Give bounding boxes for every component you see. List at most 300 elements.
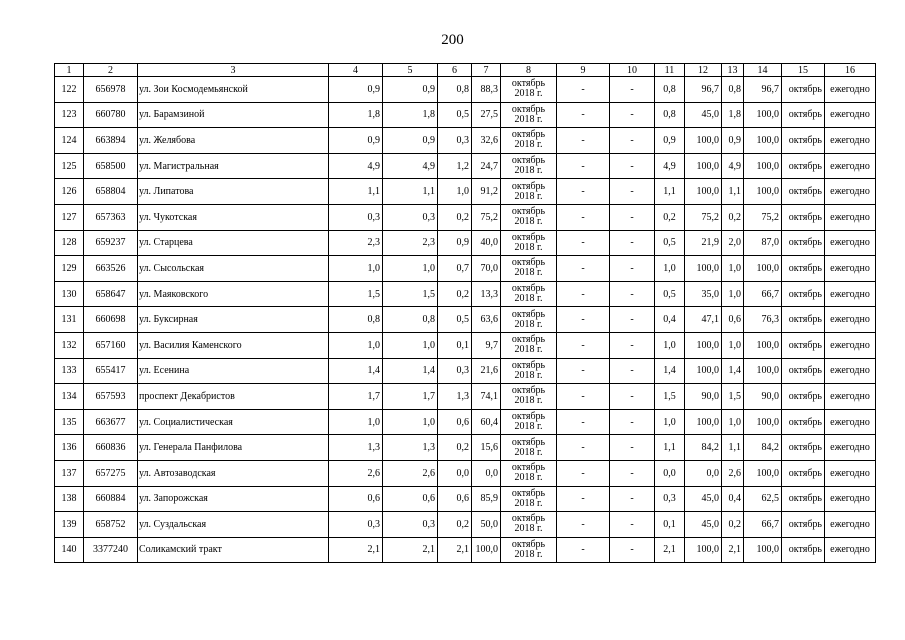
term-month: октябрь (511, 513, 546, 525)
table-cell: ежегодно (825, 332, 876, 358)
column-header: 1 (55, 64, 84, 77)
table-cell: 90,0 (744, 384, 782, 410)
table-row (55, 281, 876, 307)
table-cell: 0,9 (329, 77, 383, 103)
table-cell: 657593 (84, 384, 138, 410)
table-cell: 63,6 (472, 307, 501, 333)
table-cell: - (610, 512, 655, 538)
column-header: 12 (685, 64, 722, 77)
table-cell: октябрь (782, 102, 825, 128)
table-cell: 45,0 (685, 486, 722, 512)
table-cell (501, 281, 557, 307)
table-cell: октябрь (782, 486, 825, 512)
table-cell: 100,0 (744, 256, 782, 282)
table-cell: 84,2 (744, 435, 782, 461)
table-cell: 0,6 (329, 486, 383, 512)
term-year: 2018 г. (514, 165, 543, 177)
term-month: октябрь (511, 359, 546, 371)
table-cell: 1,3 (329, 435, 383, 461)
table-cell: 21,6 (472, 358, 501, 384)
table-cell: ежегодно (825, 153, 876, 179)
table-cell: 0,7 (438, 256, 472, 282)
column-header: 14 (744, 64, 782, 77)
table-cell: ежегодно (825, 230, 876, 256)
table-row (55, 358, 876, 384)
table-cell: 0,9 (655, 128, 685, 154)
table-cell: ул. Старцева (138, 230, 329, 256)
table-cell: 656978 (84, 77, 138, 103)
table-cell: ул. Барамзиной (138, 102, 329, 128)
table-cell: октябрь (782, 128, 825, 154)
table-cell: 0,5 (438, 102, 472, 128)
table-cell: 85,9 (472, 486, 501, 512)
table-cell: 100,0 (685, 179, 722, 205)
table-cell: 137 (55, 460, 84, 486)
table-cell: 0,6 (438, 409, 472, 435)
table-cell: 0,2 (722, 204, 744, 230)
table-cell: ул. Генерала Панфилова (138, 435, 329, 461)
table-cell: 658647 (84, 281, 138, 307)
table-cell: октябрь (782, 384, 825, 410)
table-cell: октябрь (782, 409, 825, 435)
table-cell: 40,0 (472, 230, 501, 256)
term-month: октябрь (511, 283, 546, 295)
table-cell: 24,7 (472, 153, 501, 179)
table-cell: 0,5 (655, 281, 685, 307)
table-row (55, 409, 876, 435)
table-cell: 0,9 (438, 230, 472, 256)
table-cell: 657363 (84, 204, 138, 230)
table-cell: 2,1 (438, 537, 472, 563)
table-cell (501, 486, 557, 512)
table-cell: ул. Социалистическая (138, 409, 329, 435)
table-cell: 1,1 (655, 435, 685, 461)
table-cell: 21,9 (685, 230, 722, 256)
table-cell: 2,0 (722, 230, 744, 256)
table-cell: 100,0 (744, 332, 782, 358)
table-cell: 0,3 (329, 204, 383, 230)
term-month: октябрь (511, 231, 546, 243)
table-cell: 658500 (84, 153, 138, 179)
term-year: 2018 г. (514, 344, 543, 356)
table-cell: 663677 (84, 409, 138, 435)
table-cell: 124 (55, 128, 84, 154)
table-cell: 0,6 (438, 486, 472, 512)
table-cell: 45,0 (685, 512, 722, 538)
table-cell: ежегодно (825, 409, 876, 435)
term-year: 2018 г. (514, 318, 543, 330)
table-cell: ул. Чукотская (138, 204, 329, 230)
table-cell: ул. Желябова (138, 128, 329, 154)
table-cell: 0,2 (655, 204, 685, 230)
table-cell: 4,9 (383, 153, 438, 179)
table-cell: ул. Зои Космодемьянской (138, 77, 329, 103)
term-year: 2018 г. (514, 369, 543, 381)
table-cell: 50,0 (472, 512, 501, 538)
table-cell: 70,0 (472, 256, 501, 282)
table-cell: 0,3 (438, 358, 472, 384)
table-cell: 1,3 (438, 384, 472, 410)
table-cell: 1,1 (329, 179, 383, 205)
table-cell: 126 (55, 179, 84, 205)
table-cell: 100,0 (685, 358, 722, 384)
table-row (55, 460, 876, 486)
table-cell: октябрь (782, 256, 825, 282)
table-cell: 660836 (84, 435, 138, 461)
table-cell: 139 (55, 512, 84, 538)
table-cell: ул. Запорожская (138, 486, 329, 512)
term-year: 2018 г. (514, 241, 543, 253)
table-cell: 1,8 (329, 102, 383, 128)
table-cell: ул. Есенина (138, 358, 329, 384)
table-cell: - (610, 537, 655, 563)
table-header (55, 64, 876, 77)
table-cell: 0,3 (329, 512, 383, 538)
table-cell: 1,0 (383, 256, 438, 282)
column-header: 7 (472, 64, 501, 77)
column-header: 2 (84, 64, 138, 77)
table-cell: - (557, 460, 610, 486)
table-cell (501, 332, 557, 358)
column-header: 11 (655, 64, 685, 77)
table-cell: 2,1 (329, 537, 383, 563)
table-cell: ежегодно (825, 384, 876, 410)
table-cell: 1,5 (655, 384, 685, 410)
table-cell: 1,0 (329, 332, 383, 358)
page-number: 200 (441, 32, 464, 48)
table-cell: ул. Сысольская (138, 256, 329, 282)
table-cell: 32,6 (472, 128, 501, 154)
table-cell: 75,2 (744, 204, 782, 230)
table-cell: 60,4 (472, 409, 501, 435)
table-cell (501, 358, 557, 384)
table-cell: 663526 (84, 256, 138, 282)
table-cell: 659237 (84, 230, 138, 256)
table-cell: октябрь (782, 537, 825, 563)
table-cell: октябрь (782, 204, 825, 230)
column-header: 4 (329, 64, 383, 77)
table-row (55, 77, 876, 103)
term-month: октябрь (511, 308, 546, 320)
table-cell: 127 (55, 204, 84, 230)
table-cell (501, 512, 557, 538)
table-row (55, 102, 876, 128)
table-cell: 1,0 (655, 409, 685, 435)
table-cell: 2,6 (722, 460, 744, 486)
table-cell (501, 179, 557, 205)
table-cell: 134 (55, 384, 84, 410)
table-cell: октябрь (782, 332, 825, 358)
table-cell: октябрь (782, 435, 825, 461)
table-cell: - (610, 153, 655, 179)
table-cell: 657160 (84, 332, 138, 358)
table-cell: - (610, 128, 655, 154)
table-cell: 0,2 (438, 281, 472, 307)
table-cell (501, 409, 557, 435)
table-cell: - (557, 486, 610, 512)
table-cell: 123 (55, 102, 84, 128)
table-cell: - (557, 230, 610, 256)
table-cell: 1,0 (329, 409, 383, 435)
table-cell: 1,3 (383, 435, 438, 461)
term-month: октябрь (511, 334, 546, 346)
table-cell: 2,3 (329, 230, 383, 256)
table-cell: - (610, 102, 655, 128)
table-cell: ул. Василия Каменского (138, 332, 329, 358)
table-cell: 2,6 (383, 460, 438, 486)
table-cell: 0,2 (438, 204, 472, 230)
table-cell: 2,3 (383, 230, 438, 256)
term-month: октябрь (511, 206, 546, 218)
table-cell: 1,0 (655, 332, 685, 358)
table-cell: 0,9 (329, 128, 383, 154)
table-cell: 1,5 (329, 281, 383, 307)
table-row (55, 153, 876, 179)
table-cell: - (610, 332, 655, 358)
term-month: октябрь (511, 155, 546, 167)
table-cell: 0,0 (685, 460, 722, 486)
term-year: 2018 г. (514, 190, 543, 202)
table-cell: октябрь (782, 179, 825, 205)
table-cell: - (557, 435, 610, 461)
table-cell: 1,7 (329, 384, 383, 410)
table-cell: 27,5 (472, 102, 501, 128)
table-cell: 663894 (84, 128, 138, 154)
table-cell (501, 128, 557, 154)
term-month: октябрь (511, 487, 546, 499)
table-cell: 660884 (84, 486, 138, 512)
table-cell (501, 307, 557, 333)
table-cell: 66,7 (744, 512, 782, 538)
table-cell: - (557, 256, 610, 282)
table-row (55, 204, 876, 230)
term-month: октябрь (511, 385, 546, 397)
table-cell: - (557, 77, 610, 103)
table-cell: 1,7 (383, 384, 438, 410)
term-year: 2018 г. (514, 139, 543, 151)
table-cell: 125 (55, 153, 84, 179)
table-cell: 1,8 (722, 102, 744, 128)
table-cell: - (610, 204, 655, 230)
table-cell: 1,1 (722, 435, 744, 461)
table-cell: 1,4 (383, 358, 438, 384)
table-row (55, 512, 876, 538)
table-cell: - (610, 307, 655, 333)
table-cell: 122 (55, 77, 84, 103)
table-cell: 2,6 (329, 460, 383, 486)
table-cell: ул. Маяковского (138, 281, 329, 307)
table-cell: 100,0 (744, 537, 782, 563)
table-cell: 136 (55, 435, 84, 461)
column-header: 3 (138, 64, 329, 77)
table-cell: 1,8 (383, 102, 438, 128)
table-cell: - (557, 153, 610, 179)
table-cell: 0,8 (722, 77, 744, 103)
table-cell: 0,8 (383, 307, 438, 333)
table-cell: октябрь (782, 512, 825, 538)
table-cell: 135 (55, 409, 84, 435)
table-cell: 66,7 (744, 281, 782, 307)
term-month: октябрь (511, 103, 546, 115)
table-cell: - (557, 384, 610, 410)
table-cell: 9,7 (472, 332, 501, 358)
table-cell: 47,1 (685, 307, 722, 333)
table-cell: ежегодно (825, 77, 876, 103)
table-cell: октябрь (782, 281, 825, 307)
table-cell: 96,7 (744, 77, 782, 103)
table-cell: октябрь (782, 230, 825, 256)
table-cell: октябрь (782, 358, 825, 384)
table-row (55, 537, 876, 563)
table-row (55, 486, 876, 512)
table-cell: - (610, 179, 655, 205)
table-cell: ул. Автозаводская (138, 460, 329, 486)
table-cell: ежегодно (825, 435, 876, 461)
table-cell: 0,5 (655, 230, 685, 256)
table-cell: 0,2 (438, 435, 472, 461)
table-cell: 2,1 (383, 537, 438, 563)
table-cell: 0,3 (383, 204, 438, 230)
table-cell: - (557, 512, 610, 538)
table-row (55, 256, 876, 282)
table-cell: 660698 (84, 307, 138, 333)
table-cell (501, 230, 557, 256)
table-cell: 1,0 (383, 409, 438, 435)
table-cell: 1,1 (722, 179, 744, 205)
column-header: 9 (557, 64, 610, 77)
table-row (55, 179, 876, 205)
table-cell: 100,0 (744, 409, 782, 435)
table-cell: 128 (55, 230, 84, 256)
table-cell: ежегодно (825, 307, 876, 333)
table-cell: октябрь (782, 77, 825, 103)
term-month: октябрь (511, 462, 546, 474)
table-cell: - (610, 230, 655, 256)
table-cell: 100,0 (472, 537, 501, 563)
table-cell: 100,0 (685, 256, 722, 282)
table-cell: ежегодно (825, 281, 876, 307)
table-cell: 4,9 (329, 153, 383, 179)
table-cell: 100,0 (744, 179, 782, 205)
table-cell: 0,9 (383, 77, 438, 103)
table-cell: 133 (55, 358, 84, 384)
term-year: 2018 г. (514, 472, 543, 484)
table-cell: октябрь (782, 153, 825, 179)
table-cell: 0,6 (383, 486, 438, 512)
column-header: 5 (383, 64, 438, 77)
table-cell: 3377240 (84, 537, 138, 563)
table-cell: 1,4 (329, 358, 383, 384)
table-cell: 1,5 (722, 384, 744, 410)
table-cell: 0,0 (438, 460, 472, 486)
table-cell: 658752 (84, 512, 138, 538)
column-header: 13 (722, 64, 744, 77)
table-cell: - (557, 537, 610, 563)
term-month: октябрь (511, 538, 546, 550)
table-cell: 0,8 (329, 307, 383, 333)
table-cell: 15,6 (472, 435, 501, 461)
table-cell: ежегодно (825, 460, 876, 486)
table-cell: 1,0 (655, 256, 685, 282)
table-cell: 4,9 (655, 153, 685, 179)
term-year: 2018 г. (514, 395, 543, 407)
table-cell: 87,0 (744, 230, 782, 256)
header-row (55, 64, 876, 77)
table-cell: 0,8 (655, 102, 685, 128)
table-cell: ежегодно (825, 358, 876, 384)
term-year: 2018 г. (514, 548, 543, 560)
table-cell: 0,5 (438, 307, 472, 333)
table-cell: 0,1 (438, 332, 472, 358)
table-cell: - (610, 435, 655, 461)
table-cell: 2,1 (722, 537, 744, 563)
table-cell: Соликамский тракт (138, 537, 329, 563)
table-cell: ежегодно (825, 102, 876, 128)
table-cell (501, 204, 557, 230)
table-cell: 131 (55, 307, 84, 333)
table-cell: 0,3 (438, 128, 472, 154)
table-cell: ул. Суздальская (138, 512, 329, 538)
table-cell: 1,0 (722, 409, 744, 435)
table-cell: - (557, 307, 610, 333)
table-row (55, 230, 876, 256)
table-cell (501, 102, 557, 128)
table-cell: 35,0 (685, 281, 722, 307)
table-cell: 1,1 (655, 179, 685, 205)
table-cell: 0,0 (472, 460, 501, 486)
table-cell: 45,0 (685, 102, 722, 128)
table-cell: 0,4 (722, 486, 744, 512)
table-cell: 75,2 (685, 204, 722, 230)
table-cell: - (557, 332, 610, 358)
table-cell: 1,0 (329, 256, 383, 282)
table-cell: 90,0 (685, 384, 722, 410)
term-month: октябрь (511, 78, 546, 90)
term-year: 2018 г. (514, 113, 543, 125)
table-cell: - (557, 204, 610, 230)
column-header: 10 (610, 64, 655, 77)
table-cell: - (610, 486, 655, 512)
table-row (55, 307, 876, 333)
table-cell: 100,0 (685, 128, 722, 154)
table-cell: 96,7 (685, 77, 722, 103)
table-cell: 75,2 (472, 204, 501, 230)
table-cell: ежегодно (825, 537, 876, 563)
table-cell: 100,0 (744, 153, 782, 179)
table-cell (501, 384, 557, 410)
table-cell: 0,3 (655, 486, 685, 512)
table-cell: - (610, 77, 655, 103)
table-cell: ул. Липатова (138, 179, 329, 205)
table-cell: 655417 (84, 358, 138, 384)
table-cell: 1,4 (655, 358, 685, 384)
term-month: октябрь (511, 180, 546, 192)
table-cell: 76,3 (744, 307, 782, 333)
table-cell: 132 (55, 332, 84, 358)
table-cell: ул. Магистральная (138, 153, 329, 179)
table-cell: 0,9 (383, 128, 438, 154)
table-cell: 0,4 (655, 307, 685, 333)
table-cell: 100,0 (685, 409, 722, 435)
table-cell: 660780 (84, 102, 138, 128)
table-cell: 0,2 (438, 512, 472, 538)
table-cell: 4,9 (722, 153, 744, 179)
term-year: 2018 г. (514, 421, 543, 433)
table-cell (501, 460, 557, 486)
table-cell: - (557, 128, 610, 154)
column-header: 16 (825, 64, 876, 77)
table-row (55, 128, 876, 154)
